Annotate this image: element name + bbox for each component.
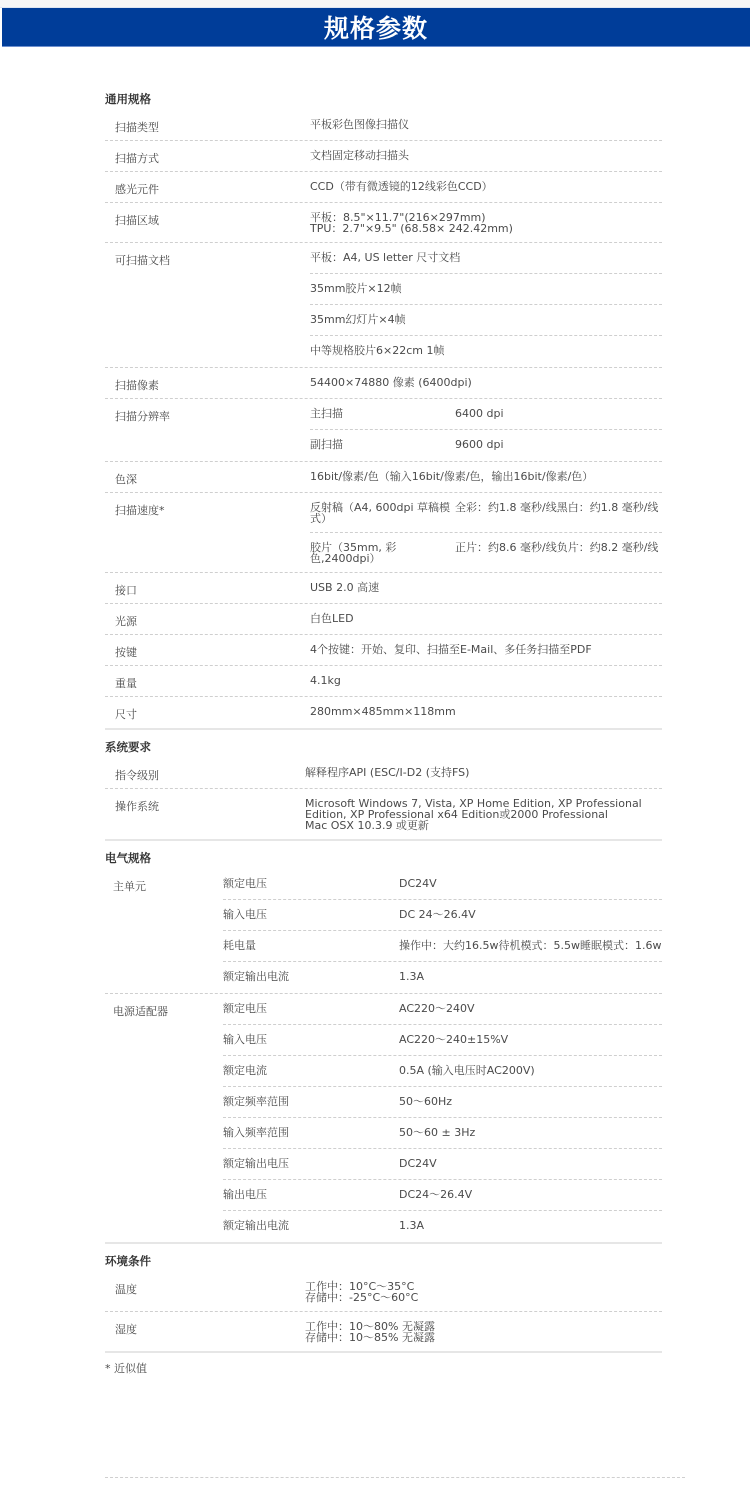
spec-subkey xyxy=(310,430,455,461)
value-line: 全彩：约1.8 毫秒/线 xyxy=(455,501,557,514)
spec-label: 温度 xyxy=(115,1283,137,1296)
spec-row xyxy=(223,1056,662,1087)
spec-value xyxy=(399,1025,662,1055)
value-line: USB 2.0 高速 xyxy=(310,581,380,594)
page-title: 规格参数 xyxy=(323,14,428,43)
value-line: Microsoft Windows 7, Vista, XP Home Edition, XP Professional xyxy=(305,797,642,810)
group-label: 主单元 xyxy=(113,880,146,893)
value-line: 睡眠模式：1.6w xyxy=(580,939,662,952)
spec-value xyxy=(399,1211,662,1242)
spec-label: 光源 xyxy=(115,615,137,628)
spec-value xyxy=(399,1180,662,1210)
spec-subrow xyxy=(310,493,662,533)
group-rows xyxy=(223,994,662,1242)
spec-label: 操作系统 xyxy=(115,800,159,813)
spec-label: 输入频率范围 xyxy=(223,1126,289,1139)
spec-label: 按键 xyxy=(115,646,137,659)
value-line: 9600 dpi xyxy=(455,438,504,451)
value-line: Mac OSX 10.3.9 或更新 xyxy=(305,819,429,832)
spec-row xyxy=(105,604,662,635)
spec-label: 扫描类型 xyxy=(115,121,159,134)
spec-row xyxy=(105,172,662,203)
electrical-group xyxy=(105,869,662,994)
spec-value xyxy=(310,697,662,728)
spec-label: 扫描速度* xyxy=(115,504,165,517)
value-line: 280mm×485mm×118mm xyxy=(310,705,456,718)
spec-value xyxy=(399,994,662,1024)
value-line: DC24V xyxy=(399,877,437,890)
value-line: 16bit/像素/色（输入16bit/像素/色，输出16bit/像素/色） xyxy=(310,470,594,483)
value-line: 白色LED xyxy=(310,612,354,625)
spec-value xyxy=(399,1056,662,1086)
group-label: 电源适配器 xyxy=(113,1005,168,1018)
value-line: 负片：约8.2 毫秒/线 xyxy=(556,541,659,554)
spec-row xyxy=(105,368,662,399)
spec-label: 指令级别 xyxy=(115,769,159,782)
spec-subvalue: 35mm幻灯片×4帧 xyxy=(310,313,406,326)
environment-conditions xyxy=(105,1272,662,1353)
spec-label: 扫描像素 xyxy=(115,379,159,392)
value-line: 存储中：-25°C～60°C xyxy=(305,1291,419,1304)
spec-row xyxy=(223,1149,662,1180)
spec-value xyxy=(310,462,662,492)
spec-subvalue: 中等规格胶片6×22cm 1帧 xyxy=(310,344,445,357)
spec-subrow xyxy=(310,243,662,274)
spec-label: 重量 xyxy=(115,677,137,690)
spec-row xyxy=(223,994,662,1025)
spec-subkey xyxy=(310,399,455,429)
spec-value xyxy=(305,1312,662,1351)
spec-value xyxy=(310,368,662,398)
spec-subvalue xyxy=(455,430,662,461)
spec-row xyxy=(223,1025,662,1056)
spec-value xyxy=(399,1087,662,1117)
spec-row xyxy=(105,462,662,493)
spec-value xyxy=(305,1272,662,1311)
value-line: 待机模式：5.5w xyxy=(498,939,580,952)
spec-subvalue xyxy=(455,493,662,532)
footnote: * 近似值 xyxy=(105,1362,147,1375)
spec-subrow xyxy=(310,305,662,336)
spec-label: 扫描区域 xyxy=(115,214,159,227)
value-line: 工作中：10°C～35°C xyxy=(305,1280,415,1293)
value-line: 主扫描 xyxy=(310,407,343,420)
spec-value xyxy=(310,573,662,603)
spec-subvalue: 平板：A4, US letter 尺寸文档 xyxy=(310,251,461,264)
spec-content xyxy=(105,86,662,1379)
spec-row xyxy=(223,1118,662,1149)
spec-value xyxy=(310,141,662,171)
value-line: 副扫描 xyxy=(310,438,343,451)
banner xyxy=(2,8,750,47)
spec-row xyxy=(105,141,662,172)
value-line: AC220～240±15%V xyxy=(399,1033,509,1046)
spec-row xyxy=(223,1180,662,1211)
value-line: 1.3A xyxy=(399,1219,425,1232)
value-line: 平板彩色图像扫描仪 xyxy=(310,118,409,131)
spec-subvalue: 35mm胶片×12帧 xyxy=(310,282,402,295)
value-line: 解释程序API (ESC/I-D2 (支持FS) xyxy=(305,766,470,779)
spec-value xyxy=(305,758,662,788)
spec-sublist xyxy=(310,243,662,367)
spec-label: 感光元件 xyxy=(115,183,159,196)
spec-label: 湿度 xyxy=(115,1323,137,1336)
spec-value xyxy=(399,869,662,899)
general-specs xyxy=(105,110,662,730)
spec-value xyxy=(399,900,662,930)
spec-label: 额定电压 xyxy=(223,1002,267,1015)
value-line: Edition, XP Professional x64 Edition或2000 Professional xyxy=(305,808,608,821)
spec-label: 额定输出电流 xyxy=(223,970,289,983)
spec-subrow xyxy=(310,399,662,430)
spec-label: 额定输出电流 xyxy=(223,1219,289,1232)
top-strip xyxy=(0,0,750,8)
spec-value xyxy=(399,1118,662,1148)
spec-subvalue xyxy=(455,399,662,429)
spec-value xyxy=(310,604,662,634)
value-line: 反射稿（A4, 600dpi 草稿 xyxy=(310,501,440,514)
value-line: 4个按键：开始、复印、扫描至E-Mail、多任务扫描至PDF xyxy=(310,643,592,656)
spec-label: 尺寸 xyxy=(115,708,137,721)
spec-label: 扫描方式 xyxy=(115,152,159,165)
electrical-group xyxy=(105,994,662,1242)
spec-value xyxy=(399,931,662,961)
spec-row xyxy=(105,399,662,462)
value-line: 4.1kg xyxy=(310,674,341,687)
spec-label: 可扫描文档 xyxy=(115,254,170,267)
spec-row xyxy=(105,573,662,604)
spec-label: 额定电压 xyxy=(223,877,267,890)
spec-label: 额定频率范围 xyxy=(223,1095,289,1108)
spec-row xyxy=(223,931,662,962)
spec-row xyxy=(105,697,662,728)
spec-row xyxy=(223,900,662,931)
electrical-specs xyxy=(105,869,662,1244)
value-line: DC24V xyxy=(399,1157,437,1170)
spec-value xyxy=(399,1149,662,1179)
spec-row xyxy=(223,962,662,993)
spec-row xyxy=(105,758,662,789)
spec-row xyxy=(105,789,662,839)
spec-label: 耗电量 xyxy=(223,939,256,952)
spec-subrow xyxy=(310,430,662,461)
value-line: DC24～26.4V xyxy=(399,1188,473,1201)
value-line: 工作中：10～80% 无凝露 xyxy=(305,1320,435,1333)
system-requirements xyxy=(105,758,662,841)
value-line: 文档固定移动扫描头 xyxy=(310,149,409,162)
spec-label: 输入电压 xyxy=(223,1033,267,1046)
value-line: CCD（带有微透镜的12线彩色CCD） xyxy=(310,180,493,193)
spec-row xyxy=(223,1211,662,1242)
value-line: 1.3A xyxy=(399,970,425,983)
value-line: 平板：8.5"×11.7"(216×297mm) xyxy=(310,211,486,224)
spec-subrow xyxy=(310,274,662,305)
bottom-divider xyxy=(105,1477,685,1478)
spec-row xyxy=(223,869,662,900)
value-line: 6400 dpi xyxy=(455,407,504,420)
spec-value xyxy=(399,962,662,993)
section-title-electrical: 电气规格 xyxy=(105,851,151,865)
spec-row xyxy=(105,1312,662,1351)
spec-label: 色深 xyxy=(115,473,137,486)
spec-row xyxy=(105,203,662,243)
spec-subtable xyxy=(310,493,662,572)
value-line: 50～60 ± 3Hz xyxy=(399,1126,476,1139)
spec-value xyxy=(310,110,662,140)
value-line: 50～60Hz xyxy=(399,1095,453,1108)
spec-label: 额定电流 xyxy=(223,1064,267,1077)
value-line: 黑白：约1.8 毫秒/线 xyxy=(556,501,659,514)
spec-value xyxy=(310,203,662,242)
value-line: DC 24～26.4V xyxy=(399,908,476,921)
spec-label: 接口 xyxy=(115,584,137,597)
spec-value xyxy=(310,635,662,665)
value-line: 存储中：10～85% 无凝露 xyxy=(305,1331,435,1344)
section-title-system: 系统要求 xyxy=(105,740,151,754)
spec-subkey xyxy=(310,533,455,572)
spec-value xyxy=(310,172,662,202)
spec-row xyxy=(223,1087,662,1118)
spec-subrow xyxy=(310,533,662,572)
value-line: AC220～240V xyxy=(399,1002,475,1015)
spec-label: 输出电压 xyxy=(223,1188,267,1201)
value-line: 2400dpi） xyxy=(324,552,381,565)
spec-row xyxy=(105,1272,662,1312)
value-line: 0.5A (输入电压时AC200V) xyxy=(399,1064,535,1077)
value-line: 正片：约8.6 毫秒/线 xyxy=(455,541,557,554)
spec-row xyxy=(105,110,662,141)
value-line: 胶片（35mm, 彩色, xyxy=(310,541,397,565)
spec-label: 额定输出电压 xyxy=(223,1157,289,1170)
group-rows xyxy=(223,869,662,993)
spec-row xyxy=(105,493,662,573)
spec-subrow xyxy=(310,336,662,367)
value-line: TPU：2.7"×9.5" (68.58× 242.42mm) xyxy=(310,222,513,235)
spec-value xyxy=(310,666,662,696)
spec-row xyxy=(105,666,662,697)
section-title-environment: 环境条件 xyxy=(105,1254,151,1268)
spec-label: 扫描分辨率 xyxy=(115,410,170,423)
spec-subtable xyxy=(310,399,662,461)
section-title-general: 通用规格 xyxy=(105,92,151,106)
value-line: 模式） xyxy=(310,501,451,525)
value-line: 54400×74880 像素 (6400dpi) xyxy=(310,376,472,389)
spec-row xyxy=(105,243,662,368)
spec-row xyxy=(105,635,662,666)
spec-subkey xyxy=(310,493,455,532)
spec-label: 输入电压 xyxy=(223,908,267,921)
spec-value xyxy=(305,789,662,839)
spec-subvalue xyxy=(455,533,662,572)
value-line: 操作中：大约16.5w xyxy=(399,939,499,952)
